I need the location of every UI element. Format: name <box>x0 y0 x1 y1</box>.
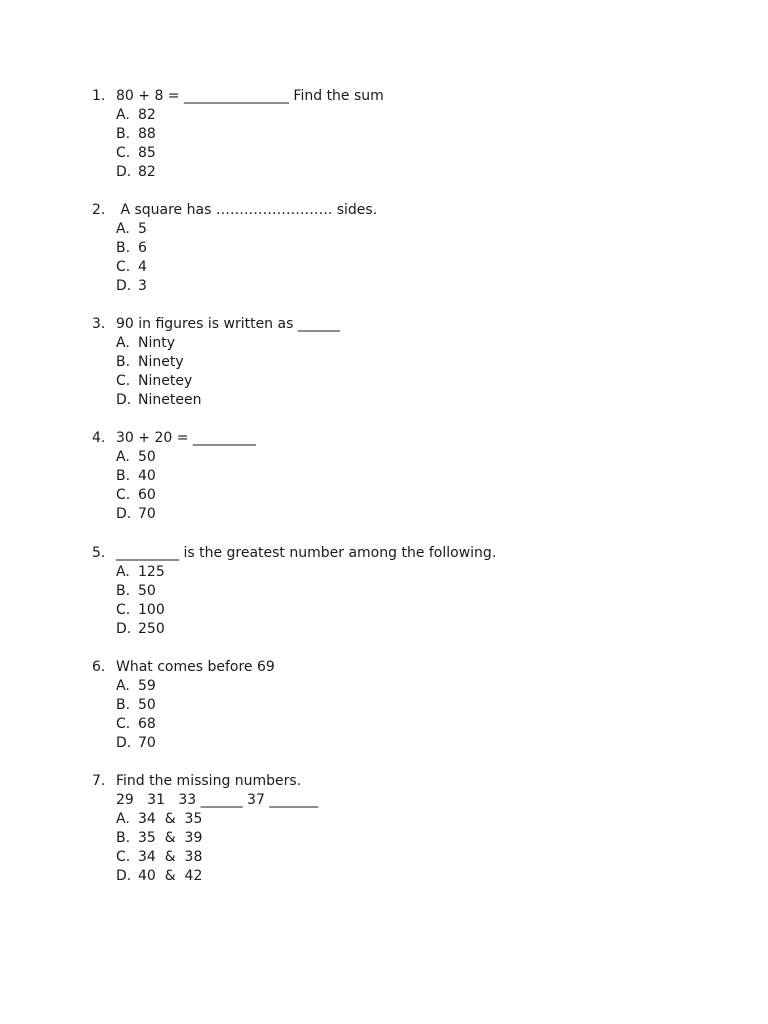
option-letter: B. <box>116 240 131 256</box>
option-d <box>92 391 732 410</box>
option-letter: A. <box>116 335 130 351</box>
question-text: 30 + 20 = _________ <box>116 430 256 446</box>
question-number: 3. <box>92 316 106 332</box>
option-c <box>92 601 732 620</box>
option-d <box>92 163 732 182</box>
option-letter: C. <box>116 602 131 618</box>
option-b <box>92 829 732 848</box>
option-letter: C. <box>116 259 131 275</box>
option-c <box>92 715 732 734</box>
option-text: 5 <box>138 221 147 237</box>
option-b <box>92 239 732 258</box>
question-number: 7. <box>92 773 106 789</box>
option-text: Nineteen <box>138 392 202 408</box>
option-letter: B. <box>116 354 131 370</box>
option-letter: C. <box>116 849 131 865</box>
option-text: 6 <box>138 240 147 256</box>
option-text: 35 & 39 <box>138 830 203 846</box>
option-letter: A. <box>116 811 130 827</box>
question-text: Find the missing numbers. <box>116 773 302 789</box>
option-letter: D. <box>116 868 132 884</box>
question-text: _________ is the greatest number among the following. <box>116 545 497 561</box>
question-3 <box>92 315 732 410</box>
option-text: 85 <box>138 145 156 161</box>
option-letter: B. <box>116 126 131 142</box>
option-letter: D. <box>116 392 132 408</box>
option-letter: D. <box>116 621 132 637</box>
option-text: 3 <box>138 278 147 294</box>
option-text: 250 <box>138 621 165 637</box>
option-b <box>92 582 732 601</box>
question-text: What comes before 69 <box>116 659 275 675</box>
option-text: 60 <box>138 487 156 503</box>
option-text: 68 <box>138 716 156 732</box>
option-d <box>92 734 732 753</box>
option-c <box>92 144 732 163</box>
question-text: 90 in figures is written as ______ <box>116 316 340 332</box>
option-a <box>92 810 732 829</box>
option-letter: A. <box>116 564 130 580</box>
question-7 <box>92 772 732 886</box>
question-number: 4. <box>92 430 106 446</box>
option-a <box>92 677 732 696</box>
option-letter: C. <box>116 373 131 389</box>
option-text: 50 <box>138 449 156 465</box>
number-sequence: 29 31 33 ______ 37 _______ <box>116 792 319 808</box>
question-text: 80 + 8 = _______________ Find the sum <box>116 88 384 104</box>
option-text: 70 <box>138 506 156 522</box>
option-text: Ninty <box>138 335 176 351</box>
option-d <box>92 867 732 886</box>
option-a <box>92 220 732 239</box>
option-c <box>92 258 732 277</box>
option-c <box>92 848 732 867</box>
question-4 <box>92 429 732 524</box>
option-b <box>92 125 732 144</box>
option-d <box>92 620 732 639</box>
option-text: 50 <box>138 583 156 599</box>
option-letter: B. <box>116 468 131 484</box>
option-d <box>92 505 732 524</box>
option-a <box>92 563 732 582</box>
option-letter: D. <box>116 164 132 180</box>
option-text: Ninetey <box>138 373 193 389</box>
option-c <box>92 372 732 391</box>
question-number: 5. <box>92 545 106 561</box>
option-letter: B. <box>116 583 131 599</box>
question-text: A square has ……………………. sides. <box>116 202 378 218</box>
option-text: 34 & 38 <box>138 849 203 865</box>
option-text: 82 <box>138 164 156 180</box>
question-6 <box>92 658 732 753</box>
option-letter: C. <box>116 716 131 732</box>
option-text: Ninety <box>138 354 184 370</box>
option-a <box>92 334 732 353</box>
option-text: 40 & 42 <box>138 868 203 884</box>
option-d <box>92 277 732 296</box>
option-c <box>92 486 732 505</box>
question-number: 6. <box>92 659 106 675</box>
option-letter: A. <box>116 449 130 465</box>
question-2 <box>92 201 732 296</box>
question-1 <box>92 87 732 182</box>
option-b <box>92 696 732 715</box>
option-b <box>92 353 732 372</box>
option-letter: D. <box>116 506 132 522</box>
question-number: 1. <box>92 88 106 104</box>
option-letter: D. <box>116 278 132 294</box>
option-letter: B. <box>116 830 131 846</box>
option-letter: A. <box>116 107 130 123</box>
option-letter: D. <box>116 735 132 751</box>
option-text: 100 <box>138 602 165 618</box>
option-text: 59 <box>138 678 156 694</box>
option-b <box>92 467 732 486</box>
option-letter: A. <box>116 221 130 237</box>
option-letter: B. <box>116 697 131 713</box>
option-text: 40 <box>138 468 156 484</box>
option-letter: C. <box>116 145 131 161</box>
question-5 <box>92 544 732 639</box>
option-text: 4 <box>138 259 147 275</box>
option-a <box>92 448 732 467</box>
option-text: 34 & 35 <box>138 811 203 827</box>
option-text: 82 <box>138 107 156 123</box>
option-text: 70 <box>138 735 156 751</box>
option-text: 125 <box>138 564 165 580</box>
option-letter: A. <box>116 678 130 694</box>
option-text: 88 <box>138 126 156 142</box>
option-a <box>92 106 732 125</box>
option-letter: C. <box>116 487 131 503</box>
option-text: 50 <box>138 697 156 713</box>
question-number: 2. <box>92 202 106 218</box>
